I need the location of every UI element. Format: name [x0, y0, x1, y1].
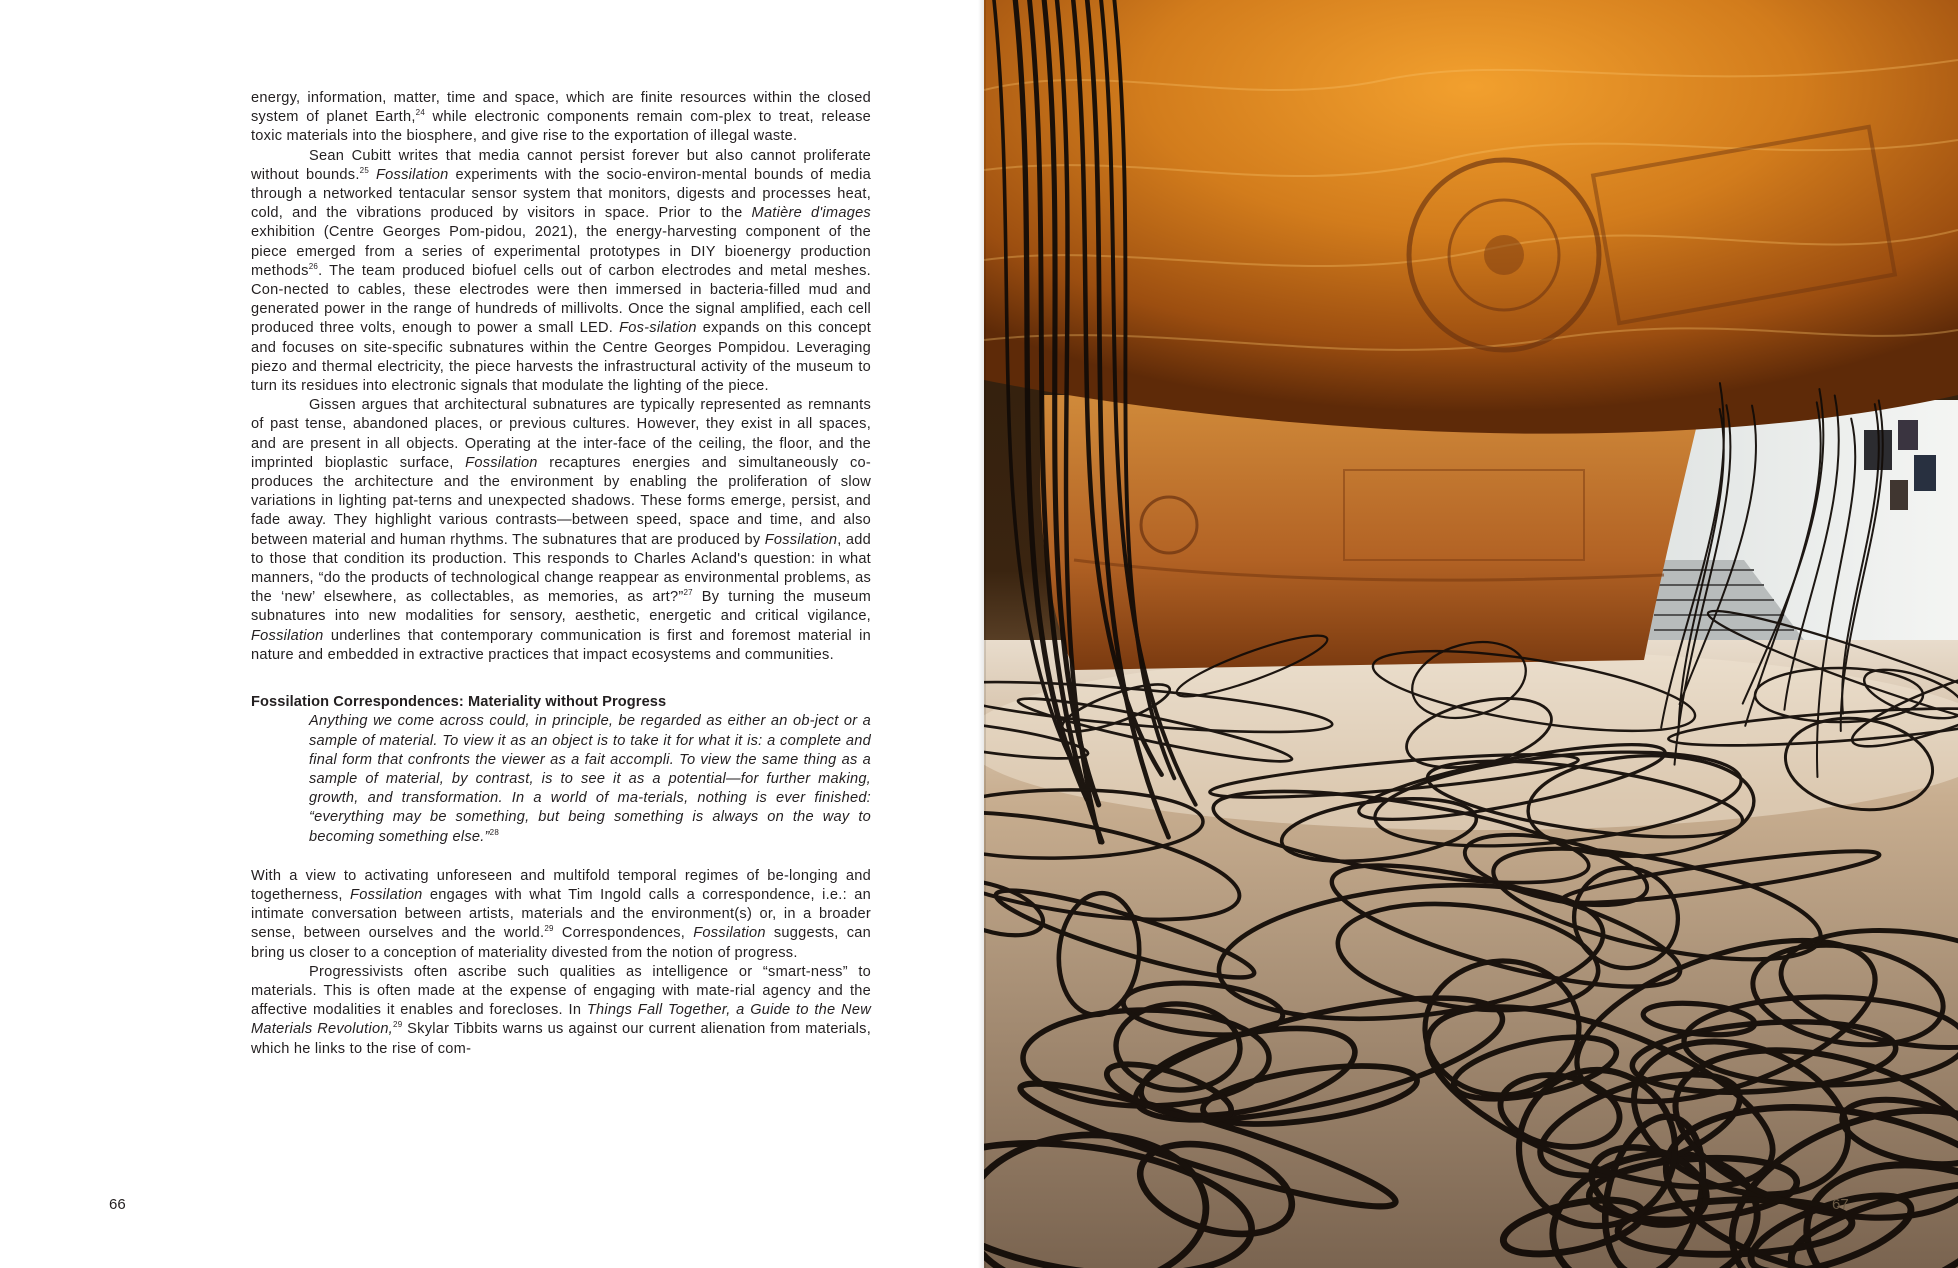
italic-text: Fossilation: [465, 454, 538, 471]
gutter-shadow: [978, 0, 986, 1268]
body-paragraphs-1: [251, 89, 871, 665]
text-run: experiments with the socio-environ-mental bounds of media through a networked tentacular sensor system that monitors, digests and processes heat, cold, and the vibrations produced by visitors in space. Prior to the: [251, 166, 871, 222]
page-number-left: 66: [109, 1196, 126, 1213]
text-run: recaptures energies and simultaneously co-produces the architecture and the environment by enabling the proliferation of slow variations in lighting pat-terns and unexpected shadows. These forms emerge, persist, and fade away. They highlight various contrasts—between speed, space and time, and also between material and human rhythms. The subnatures that are produced by: [251, 454, 872, 548]
spacer: [251, 847, 871, 867]
italic-text: Fossilation: [350, 886, 423, 903]
text-run: Gissen argues that architectural subnatures are typically represented as remnants of past tense, abandoned places, or previous cultures. However, they exist in all spaces, and are present in all objects. Operating at the inter-face of the ceiling, the floor, and the imprinted bioplastic surface,: [251, 397, 871, 471]
italic-text: Things Fall Together, a Guide to the New Materials Revolution,: [251, 1002, 871, 1038]
installation-photo: [984, 0, 1958, 1268]
text-run: energy, information, matter, time and space, which are finite resources within the closed system of planet Earth,: [251, 90, 871, 126]
italic-text: Fossilation: [764, 531, 838, 548]
right-page: [984, 0, 1958, 1268]
paragraph: [251, 396, 871, 665]
text-run: With a view to activating unforeseen and multifold temporal regimes of be-longing and togetherness,: [251, 867, 871, 903]
text-run: underlines that contemporary communication is first and foremost material in nature and embedded in extractive practices that impact ecosystems and communities.: [251, 627, 871, 663]
paragraph: [251, 147, 871, 397]
paragraph: [251, 867, 871, 963]
body-text: [251, 89, 871, 1059]
text-run: suggests, can bring us closer to a conception of materiality divested from the notion of progress.: [251, 925, 871, 961]
text-run: exhibition (Centre Georges Pom-pidou, 2021), the energy-harvesting component of the piece emerged from a series of experimental prototypes in DIY bioenergy production methods: [251, 224, 871, 279]
italic-text: Fossilation: [251, 627, 324, 644]
text-run: engages with what Tim Ingold calls a correspondence, i.e.: an intimate conversation between artists, materials and the environment(s) or, in a broader sense, between ourselves and the world.: [251, 886, 871, 942]
text-run: expands on this concept and focuses on site-specific subnatures within the Centre Georges Pompidou. Leveraging piezo and thermal electricity, the piece harvests the infrastructural activity of the museum to turn its residues into electronic signals that modulate the lighting of the piece.: [251, 320, 872, 395]
block-quote: [309, 712, 871, 846]
text-run: while electronic components remain com-plex to treat, release toxic materials into the biosphere, and give rise to the exportation of illegal waste.: [251, 109, 871, 145]
footnote-ref: 25: [359, 165, 370, 175]
footnote-ref: 28: [489, 827, 500, 837]
page-number-right: 67: [1832, 1196, 1849, 1213]
text-run: , add to those that condition its production. This responds to Charles Acland's question: in what manners, “do the products of technological change reappear as environmental problems, as the ‘new’ elsewhere, as collectables, as memories, as art?”: [251, 531, 871, 606]
footnote-ref: 29: [544, 924, 554, 934]
text-run: Sean Cubitt writes that media cannot persist forever but also cannot proliferate without bounds.: [251, 147, 871, 183]
footnote-ref: 29: [393, 1020, 403, 1030]
text-run: By turning the museum subnatures into new modalities for sensory, aesthetic, energetic and critical vigilance,: [251, 589, 872, 625]
paragraph: [251, 89, 871, 147]
body-paragraphs-2: [251, 867, 871, 1059]
text-run: Anything we come across could, in principle, be regarded as either an ob-ject or a sample of material. To view it as an object is to take it for what it is: a complete and final form that confronts the viewer as a fait accompli. To view the same thing as a sample of material, by contrast, is to see it as a potential—for further making, growth, and transformation. In a world of ma-terials, nothing is ever finished: “everything may be something, but being something is always on the way to becoming something else.”: [309, 713, 871, 845]
text-run: Skylar Tibbits warns us against our current alienation from materials, which he links to the rise of com-: [251, 1021, 871, 1057]
paragraph: [251, 963, 871, 1059]
text-run: Progressivists often ascribe such qualities as intelligence or “smart-ness” to materials. This is often made at the expense of engaging with mate-rial agency and the affective modalities it enables and forecloses. In: [251, 963, 871, 1019]
text-run: [369, 167, 376, 183]
text-run: . The team produced biofuel cells out of carbon electrodes and metal meshes. Con-nected to cables, these electrodes were then immersed in bacteria-filled mud and generated power in the range of hundreds of millivolts. Once the signal amplified, each cell produced three volts, enough to power a small LED.: [251, 262, 871, 337]
section-heading: Fossilation Correspondences: Materiality without Progress: [251, 694, 667, 711]
italic-text: Matière d'images: [751, 205, 871, 222]
italic-text: Fos-silation: [619, 320, 697, 337]
italic-text: Fossilation: [376, 166, 449, 183]
footnote-ref: 26: [308, 261, 319, 271]
footnote-ref: 27: [683, 588, 693, 598]
footnote-ref: 24: [415, 108, 426, 118]
italic-text: Fossilation: [693, 925, 766, 942]
text-run: Correspondences,: [553, 925, 694, 942]
